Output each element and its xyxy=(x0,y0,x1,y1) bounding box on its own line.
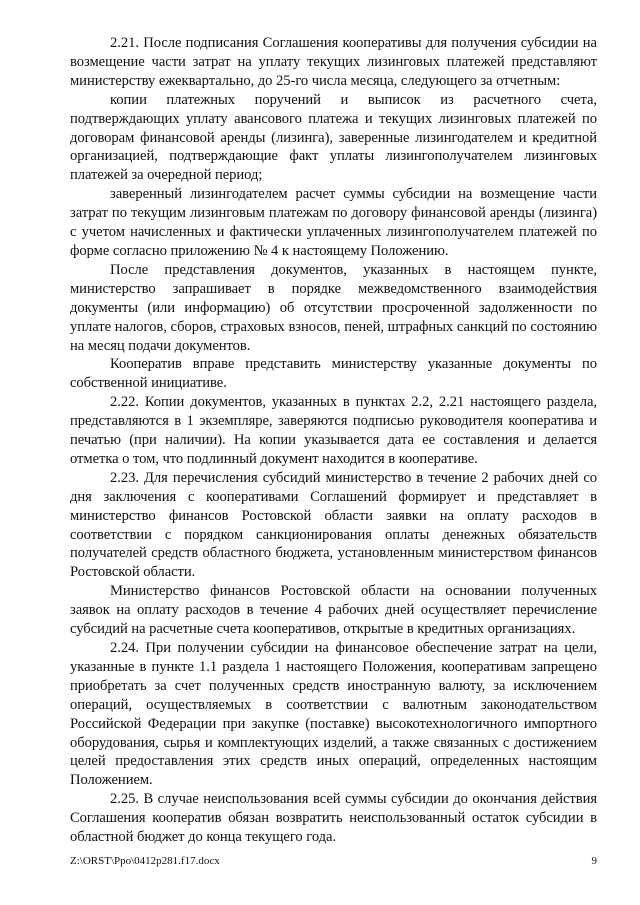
paragraph-payment-copies: копии платежных поручений и выписок из расчетного счета, подтверждающих уплату авансового платежа и текущих лизинговых платежей по договорам финансовой аренды (лизинга), заверенные лизингодателем и кредитной организацией, подтверждающие факт уплаты лизингополучателем лизинговых платежей за очередной период; xyxy=(70,91,597,184)
page-number: 9 xyxy=(591,855,597,867)
paragraph-transfer: Министерство финансов Ростовской области на основании полученных заявок на оплату расходов в течение 4 рабочих дней осуществляет перечисление субсидий на расчетные счета кооперативов, открытые в кредитных организациях. xyxy=(70,583,597,638)
paragraph-interagency-request: После представления документов, указанных в настоящем пункте, министерство запрашивает в порядке межведомственного взаимодействия документы (или информацию) об отсутствии просроченной задолженности по уплате налогов, сборов, страховых взносов, пеней, штрафных санкций по состоянию на месяц подачи документов. xyxy=(70,261,597,354)
paragraph-2-22: 2.22. Копии документов, указанных в пунктах 2.2, 2.21 настоящего раздела, представляются в 1 экземпляре, заверяются подписью руководителя кооператива и печатью (при наличии). На копии указывается дата ее составления и делается отметка о том, что подлинный документ находится в кооперативе. xyxy=(70,394,597,467)
paragraph-2-25: 2.25. В случае неиспользования всей суммы субсидии до окончания действия Соглашения кооператив обязан возвратить неиспользованный остаток субсидии в областной бюджет до конца текущего года. xyxy=(70,791,597,846)
document-body xyxy=(70,34,597,847)
footer-file-path: Z:\ORST\Ppo\0412p281.f17.docx xyxy=(70,855,220,867)
paragraph-2-23: 2.23. Для перечисления субсидий министерство в течение 2 рабочих дней со дня заключения с кооперативами Соглашений формирует и представляет в министерство финансов Ростовской области заявки на оплату расходов в соответствии с порядком санкционирования оплаты денежных обязательств получателей средств областного бюджета, установленным министерством финансов Ростовской области. xyxy=(70,469,597,581)
paragraph-subsidy-calculation: заверенный лизингодателем расчет суммы субсидии на возмещение части затрат по текущим лизинговым платежам по договору финансовой аренды (лизинга) с учетом начисленных и фактически уплаченных лизингополучателем платежей по форме согласно приложению № 4 к настоящему Положению. xyxy=(70,186,597,259)
paragraph-own-initiative: Кооператив вправе представить министерству указанные документы по собственной инициативе. xyxy=(70,356,597,392)
paragraph-2-24: 2.24. При получении субсидии на финансовое обеспечение затрат на цели, указанные в пункте 1.1 раздела 1 настоящего Положения, кооперативам запрещено приобретать за счет полученных средств иностранную валюту, за исключением операций, осуществляемых в соответствии с валютным законодательством Российской Федерации при закупке (поставке) высокотехнологичного импортного оборудования, сырья и комплектующих изделий, а также связанных с достижением целей предоставления этих средств иных операций, определенных настоящим Положением. xyxy=(70,640,597,789)
paragraph-2-21: 2.21. После подписания Соглашения кооперативы для получения субсидии на возмещение части затрат на уплату текущих лизинговых платежей представляют министерству ежеквартально, до 25-го числа месяца, следующего за отчетным: xyxy=(70,35,597,89)
